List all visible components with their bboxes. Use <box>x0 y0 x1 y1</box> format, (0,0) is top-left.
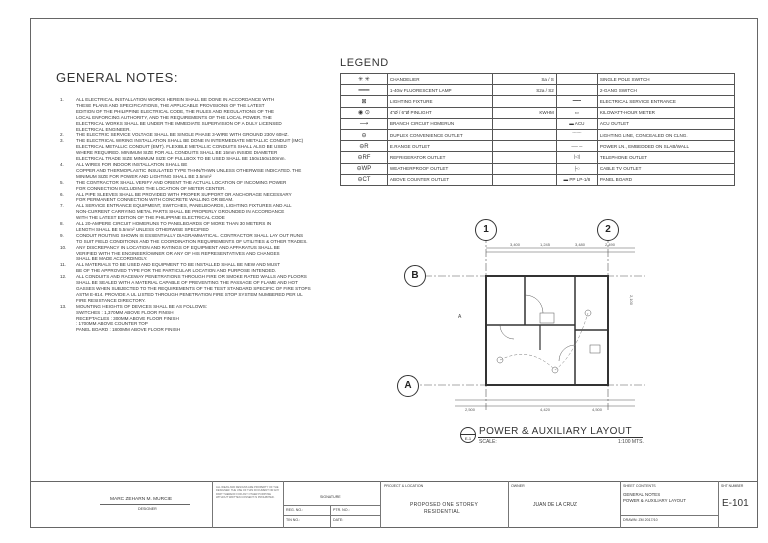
dim-bottom-2: 4,420 <box>540 407 551 412</box>
note-text: MOUNTING HEIGHTS OF DEVICES SHALL BE AS FOLLOWS: SWITCHES : 1,370MM ABOVE FLOOR FINISH RECEPTACLES : 300MM ABOVE FLOOR FINISH : 1700MM ABOVE COUNTER TOP PANEL BOARD : 1800MM ABOVE FLOOR FINISH <box>76 303 208 333</box>
legend-row <box>341 107 735 118</box>
legend-sym: ⟶ <box>341 118 388 129</box>
general-note-item <box>60 274 338 304</box>
sheet-contents-line2: POWER & AUXILIARY LAYOUT <box>623 498 686 503</box>
note-number: 7. <box>60 203 64 209</box>
grid-bubble-1: 1 <box>475 219 497 241</box>
legend-row <box>341 174 735 185</box>
drawn-by: DRAWN: ZM 2017/10 <box>623 518 658 522</box>
legend-sym: ⊖CT <box>341 174 388 185</box>
legend-desc2: CABLE TV OUTLET <box>597 163 734 174</box>
legend-row <box>341 85 735 96</box>
legend-desc1: DUPLEX CONVENIENCE OUTLET <box>387 129 492 140</box>
legend-mid <box>493 96 557 107</box>
note-text: ANY DISCREPANCY IN LOCATION AND RATINGS OF EQUIPMENT AND APPARATUS SHALL BE VERIFIED WITH THE ENGINEER/OWNER OR ANY OF HIS REPRESENTATIVES AND CHANGES SHALL BE MADE ACCORDINGLY. <box>76 244 280 262</box>
project-name-line2: RESIDENTIAL <box>424 509 461 515</box>
dim-top-1: 3,400 <box>510 242 521 247</box>
circuit-run <box>500 354 555 370</box>
note-number: 12. <box>60 274 67 280</box>
note-text: THE CONTRACTOR SHALL VERIFY AND ORIENT THE ACTUAL LOCATION OF INCOMING POWER FOR CONNECTION INCLUDING THE LOCATION OF METER CENTER. <box>76 179 287 191</box>
note-number: 2. <box>60 132 64 138</box>
note-text: ALL PIPE SLEEVES SHALL BE PROVIDED WITH PROPER SUPPORT OR ANCHORAGE NECESSARY FOR PERMANENT CONNECTION WITH CONCRETE WALLING OR BEAM. <box>76 191 292 203</box>
legend-sym2: ▭ <box>556 107 597 118</box>
note-text: ALL CONDUITS AND RACEWAY PENETRATIONS THROUGH FIRE OR SMOKE RATED WALLS AND FLOORS SHALL BE SEALED WITH A MATERIAL CAPABLE OF PREVENTING THE PASSAGE OF FLAME AND HOT GASSES WHEN SUBJECTED TO THE REQUIREMENTS OF THE TEST STANDARD SPECIFIC OF FIRE STOPS ASTM E-814. PROVIDE A UL LISTED THROUGH PENETRATION FIRE STOP SYSTEM NUMBERED PER UL FIRE RESISTANCE DIRECTORY. <box>76 274 311 303</box>
legend-desc1: CHANDELIER <box>387 74 492 85</box>
legend-sym: ⊠ <box>341 96 388 107</box>
dim-top-2: 1,245 <box>540 242 551 247</box>
note-text: CONDUIT ROUTING SHOWN IS ESSENTIALLY DIAGRAMMATICAL. CONTRACTOR SHALL LAY OUT RUNS TO SUIT FIELD CONDITIONS AND THE COORDINATION REQUIREMENTS OF UTILITIES & OTHER TRADES. <box>76 232 308 244</box>
legend-row <box>341 118 735 129</box>
legend-title: LEGEND <box>340 57 389 69</box>
legend-desc1: REFRIGERATOR OUTLET <box>387 152 492 163</box>
sheet-contents-label: SHEET CONTENTS <box>623 484 656 488</box>
reg-no-label: REG. NO.: <box>286 508 304 512</box>
general-note-item <box>60 221 338 233</box>
legend-mid: S2a / S2 <box>493 85 557 96</box>
dim-top-3: 3,480 <box>575 242 586 247</box>
legend-mid: KWHM <box>493 107 557 118</box>
legend-sym: ⊖RF <box>341 152 388 163</box>
counter-fixture <box>540 313 554 323</box>
legend-mid <box>493 118 557 129</box>
general-note-item <box>60 262 338 274</box>
legend-sym2 <box>556 74 597 85</box>
plan-title: POWER & AUXILIARY LAYOUT <box>479 426 632 437</box>
legend-desc1: 4"Ø / 6"Ø PINLIGHT <box>387 107 492 118</box>
general-note-item <box>60 162 338 180</box>
note-text: ALL WIRES FOR INDOOR INSTALLATION SHALL BE COPPER AND THERMOPLASTIC INSULATED TYPE THHN/THWN UNLESS OTHERWISE INDICATED. THE MINIMUM SIZE FOR POWER AND LIGHTING SHALL BE 3.5mm² <box>76 161 302 179</box>
legend-row <box>341 74 735 85</box>
general-note-item <box>60 245 338 263</box>
legend-desc2: ACU OUTLET <box>597 118 734 129</box>
project-label: PROJECT & LOCATION <box>384 484 424 488</box>
general-note-item <box>60 138 338 162</box>
general-note-item <box>60 192 338 204</box>
legend-mid <box>493 129 557 140</box>
legend-sym: ⊖ <box>341 129 388 140</box>
legend-desc2: KILOWATT-HOUR METER <box>597 107 734 118</box>
grid-bubble-b: B <box>404 265 426 287</box>
note-number: 4. <box>60 161 64 167</box>
note-number: 9. <box>60 232 64 238</box>
legend-desc2: ELECTRICAL SERVICE ENTRANCE <box>597 96 734 107</box>
legend-row <box>341 152 735 163</box>
project-name-line1: PROPOSED ONE STOREY <box>410 502 479 508</box>
scale-value: 1:100 MTS. <box>618 439 644 445</box>
dim-left: 2,100 <box>629 295 634 306</box>
scale-label: SCALE: <box>479 439 497 445</box>
legend-sym: ━━━ <box>341 85 388 96</box>
dim-bottom-3: 4,500 <box>592 407 603 412</box>
legend-desc1: BRANCH CIRCUIT HOMERUN <box>387 118 492 129</box>
plan-title-underline <box>478 437 643 438</box>
owner-name: JUAN DE LA CRUZ <box>533 502 577 508</box>
grid-bubble-a: A <box>397 375 419 397</box>
room-tag: A <box>458 314 462 320</box>
engineer-name: MARC ZEHARN M. MURCIE <box>110 497 173 502</box>
legend-mid <box>493 174 557 185</box>
note-number: 8. <box>60 221 64 227</box>
dim-top-4: 2,490 <box>605 242 616 247</box>
general-notes-list <box>60 97 338 333</box>
legend-desc2: PANEL BOARD <box>597 174 734 185</box>
legend-mid <box>493 141 557 152</box>
legend-desc2: TELEPHONE OUTLET <box>597 152 734 163</box>
legend-row <box>341 129 735 140</box>
legend-row <box>341 163 735 174</box>
note-number: 5. <box>60 179 64 185</box>
legend-sym2: ── ─ <box>556 141 597 152</box>
note-text: ALL MATERIALS TO BE USED AND EQUIPMENT TO BE INSTALLED SHALL BE NEW AND MUST BE OF THE APPROVED TYPE FOR THE PARTICULAR LOCATION AND PURPOSE INTENDED. <box>76 262 281 274</box>
legend-mid: Sa / S <box>493 74 557 85</box>
legend-sym2: ├○ <box>556 163 597 174</box>
general-note-item <box>60 233 338 245</box>
legend-row <box>341 96 735 107</box>
legend-sym: ✳ ✳ <box>341 74 388 85</box>
sheet-contents-line1: GENERAL NOTES <box>623 492 661 497</box>
legend-desc1: E.RANGE OUTLET <box>387 141 492 152</box>
legend-sym2: |◁| <box>556 152 597 163</box>
grid-bubble-2: 2 <box>597 219 619 241</box>
legend-sym: ◉ ⊙ <box>341 107 388 118</box>
legend-sym2: ━━━ <box>556 96 597 107</box>
note-number: 1. <box>60 97 64 102</box>
general-note-item <box>60 97 338 132</box>
legend-desc2: LIGHTING LINE, CONCEALED ON CLNG. <box>597 129 734 140</box>
general-note-item <box>60 203 338 221</box>
legend-sym2: ⌒⌒ <box>556 129 597 140</box>
legend-sym2: ▬ ACU <box>556 118 597 129</box>
section-tag: E-1 <box>460 427 476 443</box>
legend-sym2 <box>556 85 597 96</box>
legend-table <box>340 73 735 186</box>
note-text: ALL 20-AMPERE CIRCUIT HOMERUNS TO PANELBOARDS OF MORE THAN 30 METERS IN LENGTH SHALL BE 5.5mm² UNLESS OTHERWISE SPECIFIED <box>76 221 272 232</box>
section-tag-divider <box>460 434 475 435</box>
sheet-number: E-101 <box>722 498 749 509</box>
legend-row <box>341 141 735 152</box>
engineer-role: DESIGNER <box>138 507 157 511</box>
note-text: ALL ELECTRICAL INSTALLATION WORKS HEREIN SHALL BE DONE IN ACCORDANCE WITH THESE PLANS AND SPECIFICATIONS, THE APPLICABLE PROVISIONS OF THE LATEST EDITION OF THE PHILIPPINE ELECTRICAL CODE, THE RULES AND REGULATIONS OF THE LOCAL ENFORCING AUTHORITY, AND THE REQUIREMENTS OF THE LOCAL POWER. THE ELECTRICAL WORKS SHALL BE UNDER THE IMMEDIATE SUPERVISION OF A DULY LICENSED ELECTRICAL ENGINEER. <box>76 97 282 132</box>
sheet-number-label: SHT NUMBER <box>721 484 744 488</box>
power-auxiliary-plan <box>360 195 680 435</box>
legend-desc1: ABOVE COUNTER OUTLET <box>387 174 492 185</box>
general-notes-title: GENERAL NOTES: <box>56 70 179 85</box>
legend-desc1: 1-40w FLUORESCENT LAMP <box>387 85 492 96</box>
note-text: THE ELECTRICAL WIRING INSTALLATION SHALL BE DONE IN INTERMEDIATE METALLIC CONDUIT (IMC) ELECTRICAL METALLIC CONDUIT (EMT). FLEXIBLE METALLIC CONDUITS SHALL ALSO BE USED WHERE REQUIRED. MINIMUM SIZE FOR ALL CONDUITS SHALL BE 15mm INSIDE DIAMETER ELECTRICAL TRADE SIZE MINIMUM SIZE OF PULLBOX TO BE USED SHALL BE 150x150x100mm. <box>76 138 304 162</box>
ptr-no-label: PTR. NO.: <box>333 508 350 512</box>
legend-mid <box>493 163 557 174</box>
general-note-item <box>60 304 338 334</box>
owner-label: OWNER <box>511 484 525 488</box>
engineer-signature-line <box>100 504 190 505</box>
general-note-item <box>60 180 338 192</box>
note-text: ALL SERVICE ENTRANCE EQUIPMENT, SWITCHES, PANELBOARDS, LIGHTING FIXTURES AND ALL NON-CURRENT CARRYING METAL PARTS SHALL BE PROPERLY GROUNDED IN ACCORDANCE WITH THE LATEST EDITION OF THE PHILIPPINE ELECTRICAL CODE <box>76 203 292 221</box>
legend-desc2: 2-GANG SWITCH <box>597 85 734 96</box>
signature-label: SIGNATURE <box>320 495 341 499</box>
note-number: 3. <box>60 138 64 144</box>
legend-desc2: POWER LN., EMBEDDED ON SLAB/WALL <box>597 141 734 152</box>
legend-sym2: ▬ PP LP-1/8 <box>556 174 597 185</box>
legend-desc1: WEATHERPROOF OUTLET <box>387 163 492 174</box>
note-number: 10. <box>60 244 67 250</box>
date-label: DATE: <box>333 518 344 522</box>
legend-desc2: SINGLE POLE SWITCH <box>597 74 734 85</box>
legend-desc1: LIGHTING FIXTURE <box>387 96 492 107</box>
note-number: 11. <box>60 262 67 268</box>
note-text: THE ELECTRIC SERVICE VOLTAGE SHALL BE SINGLE PHASE 3-WIRE WITH GROUND 230V 60HZ. <box>76 132 289 138</box>
tin-no-label: TIN NO.: <box>286 518 301 522</box>
door-swing <box>525 295 543 313</box>
legend-sym: ⊖WP <box>341 163 388 174</box>
disclaimer-text: ALL IDEAS AND DESIGNS ARE PROPERTY OF THE DESIGNER. THE USE OF THIS DOCUMENT OR ANY PART THEREOF FOR ANY OTHER PURPOSE WITHOUT WRITTEN CONSENT IS PROHIBITED. <box>216 486 280 500</box>
note-number: 6. <box>60 191 64 197</box>
dim-bottom-1: 2,500 <box>465 407 476 412</box>
legend-mid <box>493 152 557 163</box>
note-number: 13. <box>60 303 67 309</box>
legend-sym: ⊖R <box>341 141 388 152</box>
